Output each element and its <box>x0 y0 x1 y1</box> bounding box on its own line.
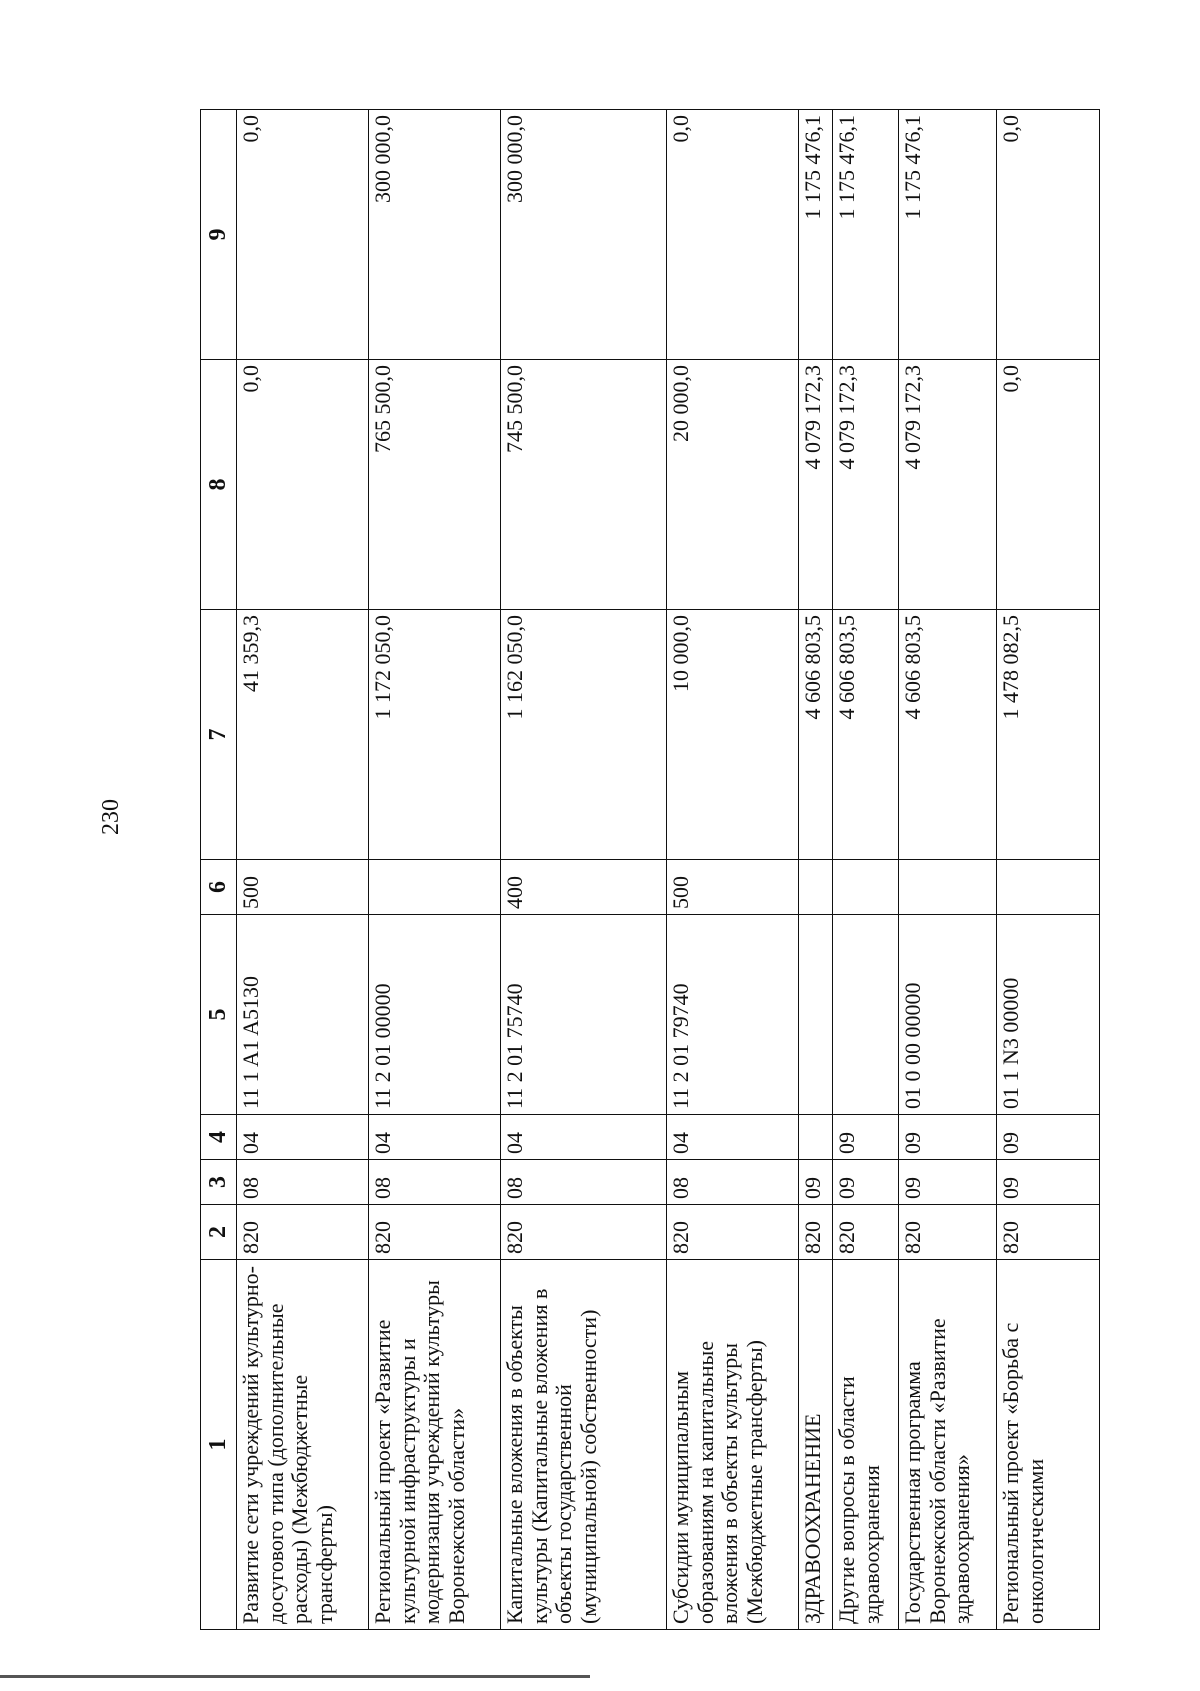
cell-subsection: 04 <box>237 1115 369 1160</box>
header-cell: 7 <box>201 610 237 860</box>
cell-amount-7: 1 478 082,5 <box>997 610 1100 860</box>
table-row <box>237 110 369 1630</box>
cell-amount-8: 0,0 <box>237 360 369 610</box>
table-row <box>997 110 1100 1630</box>
cell-subsection: 04 <box>369 1115 501 1160</box>
cell-amount-8: 4 079 172,3 <box>899 360 997 610</box>
cell-ministry: 820 <box>501 1205 667 1260</box>
cell-section: 08 <box>501 1160 667 1205</box>
header-cell: 1 <box>201 1260 237 1630</box>
row-name: Региональный проект «Развитие культурной инфраструктуры и модернизация учреждений культуры Воронежской области» <box>369 1260 501 1630</box>
table-row <box>833 110 899 1630</box>
header-cell: 8 <box>201 360 237 610</box>
budget-table <box>200 109 1100 1630</box>
cell-ministry: 820 <box>667 1205 799 1260</box>
cell-section: 09 <box>997 1160 1100 1205</box>
cell-section: 09 <box>899 1160 997 1205</box>
cell-section: 09 <box>833 1160 899 1205</box>
cell-target <box>799 915 833 1115</box>
table-row <box>501 110 667 1630</box>
cell-expense-type <box>369 860 501 915</box>
row-name: Региональный проект «Борьба с онкологическими <box>997 1260 1100 1630</box>
header-cell: 3 <box>201 1160 237 1205</box>
header-cell: 4 <box>201 1115 237 1160</box>
cell-expense-type <box>833 860 899 915</box>
cell-expense-type <box>899 860 997 915</box>
cell-subsection <box>799 1115 833 1160</box>
cell-amount-7: 1 172 050,0 <box>369 610 501 860</box>
cell-subsection: 09 <box>997 1115 1100 1160</box>
header-cell: 9 <box>201 110 237 360</box>
cell-amount-8: 20 000,0 <box>667 360 799 610</box>
cell-amount-7: 4 606 803,5 <box>833 610 899 860</box>
cell-expense-type: 400 <box>501 860 667 915</box>
rotated-table-container <box>200 110 1100 1630</box>
row-name: Государственная программа Воронежской области «Развитие здравоохранения» <box>899 1260 997 1630</box>
cell-amount-8: 4 079 172,3 <box>799 360 833 610</box>
table-row <box>799 110 833 1630</box>
cell-expense-type: 500 <box>667 860 799 915</box>
row-name: Другие вопросы в области здравоохранения <box>833 1260 899 1630</box>
cell-target: 01 0 00 00000 <box>899 915 997 1115</box>
cell-subsection: 09 <box>833 1115 899 1160</box>
cell-amount-7: 10 000,0 <box>667 610 799 860</box>
header-cell: 5 <box>201 915 237 1115</box>
cell-ministry: 820 <box>369 1205 501 1260</box>
header-row <box>201 110 237 1630</box>
cell-amount-9: 0,0 <box>997 110 1100 360</box>
cell-amount-9: 1 175 476,1 <box>799 110 833 360</box>
cell-expense-type: 500 <box>237 860 369 915</box>
cell-amount-9: 300 000,0 <box>501 110 667 360</box>
cell-subsection: 04 <box>667 1115 799 1160</box>
cell-subsection: 04 <box>501 1115 667 1160</box>
cell-expense-type <box>997 860 1100 915</box>
cell-ministry: 820 <box>899 1205 997 1260</box>
cell-amount-7: 4 606 803,5 <box>799 610 833 860</box>
header-cell: 6 <box>201 860 237 915</box>
row-name: Капитальные вложения в объекты культуры (Капитальные вложения в объекты государственной (муниципальной) собственности) <box>501 1260 667 1630</box>
cell-amount-7: 1 162 050,0 <box>501 610 667 860</box>
cell-target: 11 1 A1 A5130 <box>237 915 369 1115</box>
cell-amount-9: 1 175 476,1 <box>833 110 899 360</box>
cell-amount-7: 41 359,3 <box>237 610 369 860</box>
cell-amount-8: 4 079 172,3 <box>833 360 899 610</box>
cell-section: 08 <box>369 1160 501 1205</box>
cell-target <box>833 915 899 1115</box>
cell-amount-8: 765 500,0 <box>369 360 501 610</box>
cell-amount-9: 1 175 476,1 <box>899 110 997 360</box>
row-name: ЗДРАВООХРАНЕНИЕ <box>799 1260 833 1630</box>
row-name: Развитие сети учреждений культурно-досугового типа (дополнительные расходы) (Межбюджетные трансферты) <box>237 1260 369 1630</box>
cell-amount-8: 745 500,0 <box>501 360 667 610</box>
cell-ministry: 820 <box>997 1205 1100 1260</box>
cell-amount-9: 0,0 <box>667 110 799 360</box>
scan-edge-rule <box>0 1675 590 1678</box>
table-row <box>369 110 501 1630</box>
cell-amount-7: 4 606 803,5 <box>899 610 997 860</box>
header-cell: 2 <box>201 1205 237 1260</box>
cell-ministry: 820 <box>799 1205 833 1260</box>
page-number: 230 <box>98 799 124 835</box>
cell-target: 11 2 01 00000 <box>369 915 501 1115</box>
cell-amount-8: 0,0 <box>997 360 1100 610</box>
cell-section: 08 <box>667 1160 799 1205</box>
cell-amount-9: 300 000,0 <box>369 110 501 360</box>
cell-target: 11 2 01 75740 <box>501 915 667 1115</box>
table-row <box>667 110 799 1630</box>
cell-target: 01 1 N3 00000 <box>997 915 1100 1115</box>
cell-ministry: 820 <box>833 1205 899 1260</box>
cell-section: 09 <box>799 1160 833 1205</box>
cell-amount-9: 0,0 <box>237 110 369 360</box>
table-row <box>899 110 997 1630</box>
cell-target: 11 2 01 79740 <box>667 915 799 1115</box>
row-name: Субсидии муниципальным образованиям на капитальные вложения в объекты культуры (Межбюджетные трансферты) <box>667 1260 799 1630</box>
cell-section: 08 <box>237 1160 369 1205</box>
cell-ministry: 820 <box>237 1205 369 1260</box>
cell-subsection: 09 <box>899 1115 997 1160</box>
cell-expense-type <box>799 860 833 915</box>
